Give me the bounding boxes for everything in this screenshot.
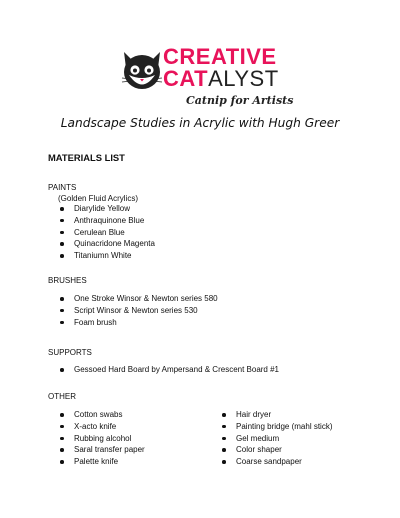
other-list-right xyxy=(220,409,332,468)
list-item: Rubbing alcohol xyxy=(58,433,145,445)
list-item: Titaniumn White xyxy=(58,250,155,262)
brushes-heading: BRUSHES xyxy=(48,276,87,285)
list-item: Script Winsor & Newton series 530 xyxy=(58,305,218,317)
list-item: One Stroke Winsor & Newton series 580 xyxy=(58,293,218,305)
brand-alyst-text: ALYST xyxy=(208,66,279,91)
list-item: Cerulean Blue xyxy=(58,227,155,239)
paints-heading: PAINTS xyxy=(48,183,77,192)
other-heading: OTHER xyxy=(48,392,76,401)
supports-list xyxy=(58,364,279,376)
paints-note: (Golden Fluid Acrylics) xyxy=(58,194,139,203)
list-item: Painting bridge (mahl stick) xyxy=(220,421,332,433)
cat-with-glasses-icon xyxy=(120,48,164,94)
brand-tagline: Catnip for Artists xyxy=(186,94,294,107)
list-item: Cotton swabs xyxy=(58,409,145,421)
list-item: X-acto knife xyxy=(58,421,145,433)
list-item: Hair dryer xyxy=(220,409,332,421)
list-item: Anthraquinone Blue xyxy=(58,215,155,227)
list-item: Gel medium xyxy=(220,433,332,445)
list-item: Diarylide Yellow xyxy=(58,203,155,215)
brushes-list xyxy=(58,293,218,328)
paints-list xyxy=(58,203,155,262)
brand-name-line1: CREATIVE xyxy=(163,44,277,69)
supports-heading: SUPPORTS xyxy=(48,348,92,357)
brand-name-line2 xyxy=(163,68,279,90)
document-title: Landscape Studies in Acrylic with Hugh Greer xyxy=(60,116,340,130)
list-item: Color shaper xyxy=(220,444,332,456)
brand-cat-text: CAT xyxy=(163,66,209,91)
creative-catalyst-logo xyxy=(120,44,292,110)
list-item: Gessoed Hard Board by Ampersand & Crescent Board #1 xyxy=(58,364,279,376)
list-item: Quinacridone Magenta xyxy=(58,238,155,250)
list-item: Palette knife xyxy=(58,456,145,468)
list-item: Coarse sandpaper xyxy=(220,456,332,468)
materials-heading: MATERIALS LIST xyxy=(48,152,125,163)
list-item: Foam brush xyxy=(58,317,218,329)
other-list-left xyxy=(58,409,145,468)
list-item: Saral transfer paper xyxy=(58,444,145,456)
